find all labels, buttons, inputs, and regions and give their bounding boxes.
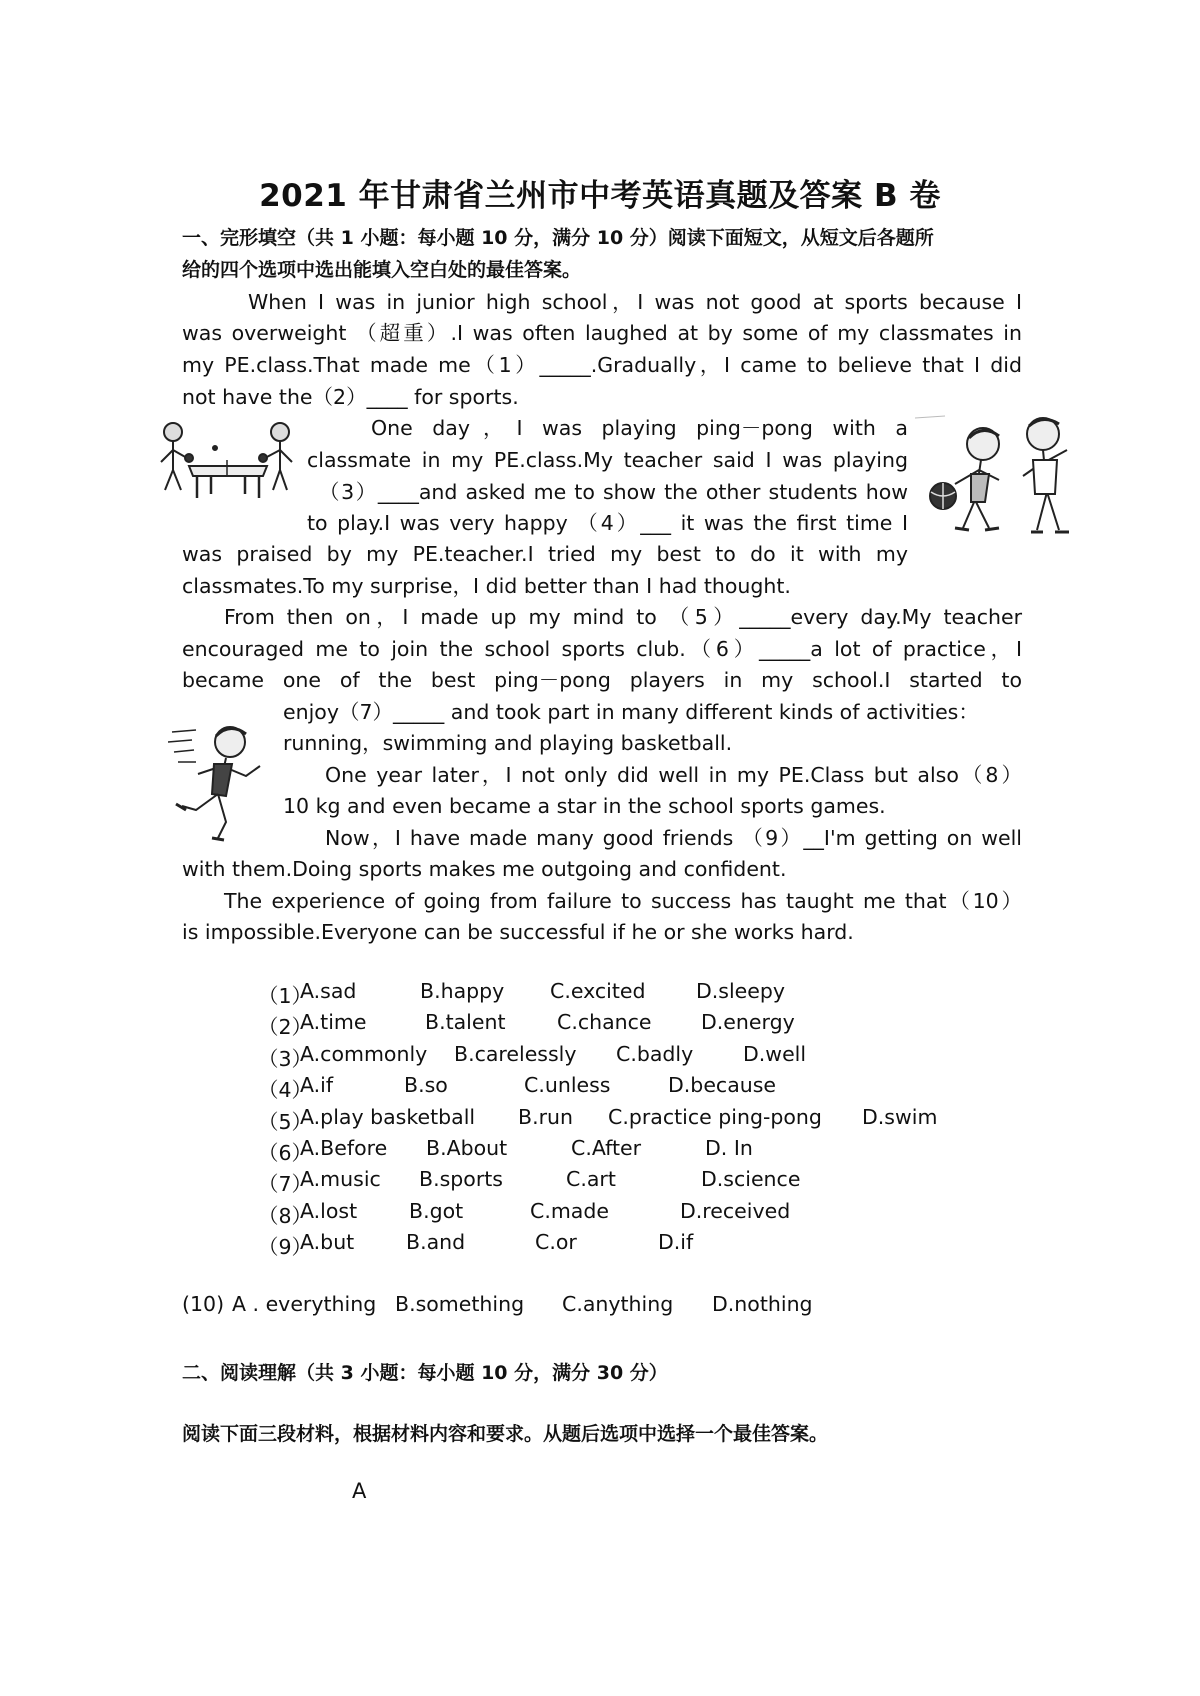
option-a: A.commonly — [300, 1042, 428, 1066]
passage-line: not have the（2）____ for sports. — [182, 385, 519, 409]
option-c: C.practice ping-pong — [608, 1105, 822, 1129]
option-d: D.science — [701, 1167, 801, 1191]
question-number: (10) — [182, 1292, 225, 1316]
passage-line: enjoy（7）_____ and took part in many different kinds of activities： — [283, 700, 979, 724]
question-number: （4） — [258, 1078, 313, 1102]
option-b: B.and — [406, 1230, 466, 1254]
option-c: C.made — [530, 1199, 609, 1223]
passage-line: classmate in my PE.class.My teacher said I was playing — [307, 448, 908, 472]
option-c: C.badly — [616, 1042, 694, 1066]
option-c: C.unless — [524, 1073, 611, 1097]
option-c: C.art — [566, 1167, 616, 1191]
option-b: B.talent — [425, 1010, 506, 1034]
passage-line: The experience of going from failure to success has taught me that（10） — [224, 889, 1022, 913]
passage-line: with them.Doing sports makes me outgoing and confident. — [182, 857, 787, 881]
question-number: （5） — [258, 1110, 313, 1134]
option-d: D.sleepy — [696, 979, 786, 1003]
passage-line: became one of the best ping－pong players in my school.I started to — [182, 668, 1022, 692]
question-number: （3） — [258, 1047, 313, 1071]
passage-line: Now，I have made many good friends （9）__I'm getting on well — [325, 826, 1022, 850]
option-c: C.or — [535, 1230, 577, 1254]
option-d: D.well — [743, 1042, 807, 1066]
option-a: A.if — [300, 1073, 334, 1097]
runner-illustration — [168, 718, 278, 844]
option-b: B.so — [404, 1073, 448, 1097]
passage-line: classmates.To my surprise，I did better than I had thought. — [182, 574, 791, 598]
option-d: D. In — [705, 1136, 753, 1160]
question-number: （9） — [258, 1235, 313, 1259]
option-d: D.swim — [862, 1105, 938, 1129]
passage-line: （3）____and asked me to show the other students how — [319, 480, 908, 504]
passage-line: is impossible.Everyone can be successful if he or she works hard. — [182, 920, 854, 944]
basketball-illustration — [915, 410, 1080, 552]
option-a: A.Before — [300, 1136, 388, 1160]
option-b: B.happy — [420, 979, 505, 1003]
passage-line: When I was in junior high school，I was not good at sports because I — [248, 290, 1022, 314]
option-a: A.music — [300, 1167, 381, 1191]
option-a: A . everything — [232, 1292, 377, 1316]
option-a: A.but — [300, 1230, 355, 1254]
passage-line: was overweight （超重）.I was often laughed at by some of my classmates in — [182, 321, 1022, 345]
question-number: （7） — [258, 1172, 313, 1196]
ping-pong-illustration — [155, 418, 300, 504]
passage-line: was praised by my PE.teacher.I tried my best to do it with my — [182, 542, 908, 566]
option-c: C.excited — [550, 979, 646, 1003]
option-b: B.something — [395, 1292, 525, 1316]
option-d: D.energy — [701, 1010, 795, 1034]
passage-line: encouraged me to join the school sports club.（6）_____a lot of practice，I — [182, 637, 1022, 661]
question-number: （8） — [258, 1204, 313, 1228]
option-d: D.if — [658, 1230, 694, 1254]
passage-line: From then on，I made up my mind to （5）_____every day.My teacher — [224, 605, 1022, 629]
section1-heading-line1: 一、完形填空（共 1 小题：每小题 10 分，满分 10 分）阅读下面短文，从短文后各题所 — [182, 227, 934, 249]
option-a: A.time — [300, 1010, 367, 1034]
option-b: B.got — [409, 1199, 464, 1223]
option-c: C.After — [571, 1136, 642, 1160]
passage-line: running，swimming and playing basketball. — [283, 731, 733, 755]
section1-heading-line2: 给的四个选项中选出能填入空白处的最佳答案。 — [182, 259, 582, 281]
passage-line: to play.I was very happy （4）___ it was the first time I — [307, 511, 908, 535]
passage-line: One day，I was playing ping－pong with a — [371, 416, 908, 440]
option-a: A.play basketball — [300, 1105, 476, 1129]
page-title: 2021 年甘肃省兰州市中考英语真题及答案 B 卷 — [259, 178, 941, 214]
option-a: A.sad — [300, 979, 357, 1003]
reading-part-label: A — [352, 1479, 367, 1503]
option-b: B.sports — [419, 1167, 503, 1191]
section2-heading: 二、阅读理解（共 3 小题：每小题 10 分，满分 30 分） — [182, 1362, 668, 1384]
section2-instruction: 阅读下面三段材料，根据材料内容和要求。从题后选项中选择一个最佳答案。 — [182, 1423, 829, 1445]
question-number: （2） — [258, 1015, 313, 1039]
option-d: D.nothing — [712, 1292, 813, 1316]
option-a: A.lost — [300, 1199, 358, 1223]
option-b: B.About — [426, 1136, 508, 1160]
question-number: （1） — [258, 984, 313, 1008]
option-b: B.run — [518, 1105, 573, 1129]
option-d: D.because — [668, 1073, 777, 1097]
question-number: （6） — [258, 1141, 313, 1165]
option-c: C.anything — [562, 1292, 674, 1316]
passage-line: my PE.class.That made me（1）_____.Gradually，I came to believe that I did — [182, 353, 1022, 377]
option-c: C.chance — [557, 1010, 652, 1034]
passage-line: 10 kg and even became a star in the school sports games. — [283, 794, 886, 818]
option-b: B.carelessly — [454, 1042, 577, 1066]
option-d: D.received — [680, 1199, 791, 1223]
passage-line: One year later，I not only did well in my PE.Class but also（8） — [325, 763, 1022, 787]
